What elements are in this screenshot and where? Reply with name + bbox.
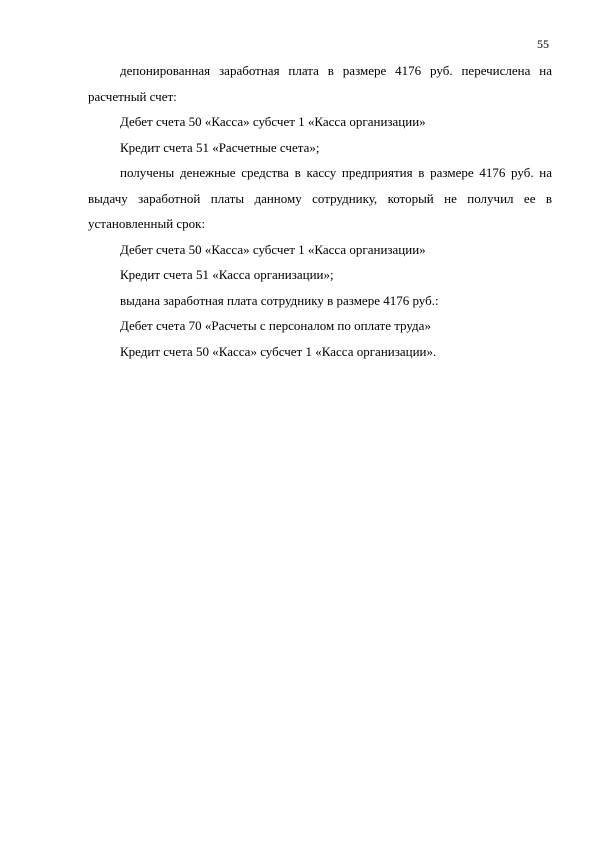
paragraph-credit-51-settlement: Кредит счета 51 «Расчетные счета»; [120,139,320,155]
paragraph-credit-51-cash: Кредит счета 51 «Касса организации»; [120,267,334,282]
paragraph-debit-50-cash-2: Дебет счета 50 «Касса» субсчет 1 «Касса организации» [120,241,426,257]
paragraph-deposited-salary-transfer: депонированная заработная плата в размере 4176 руб. перечислена на расчетный счет: [88,63,552,104]
paragraph-credit-50-cash: Кредит счета 50 «Касса» субсчет 1 «Касса организации». [120,343,437,359]
paragraph-salary-issued: выдана заработная плата сотруднику в размере 4176 руб.: [120,292,439,308]
page-number: 55 [537,37,549,51]
paragraph-cash-received: получены денежные средства в кассу предприятия в размере 4176 руб. на выдачу заработной платы данному сотруднику, который не получил ее в установленный срок: [88,165,552,231]
paragraph-debit-50-cash-1: Дебет счета 50 «Касса» субсчет 1 «Касса организации» [120,114,426,129]
paragraph-debit-70-payroll: Дебет счета 70 «Расчеты с персоналом по оплате труда» [120,318,431,333]
body-text [88,58,552,364]
